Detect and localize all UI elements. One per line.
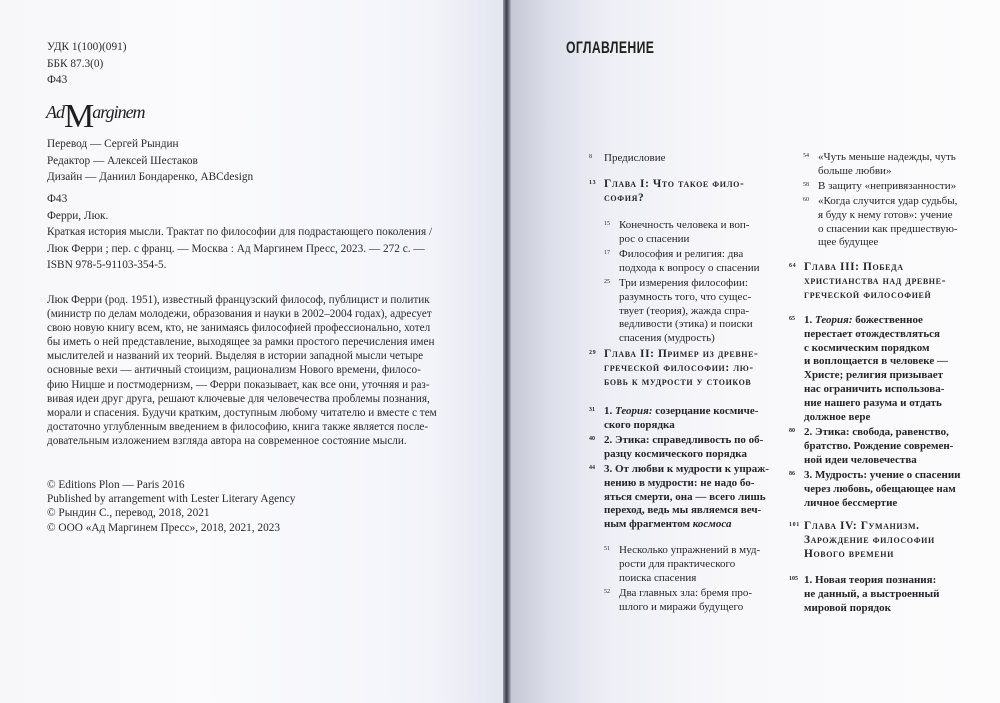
toc-page-number: 65 <box>789 316 795 322</box>
toc-entry-line <box>804 469 961 483</box>
toc-entry-line <box>604 192 744 206</box>
toc-entry-line <box>604 477 769 491</box>
toc-text: В защиту «непривязанности» <box>818 180 957 192</box>
toc-page-number: 60 <box>803 197 809 203</box>
toc-entry <box>604 544 761 585</box>
toc-text: созерцание космиче- <box>652 405 759 417</box>
toc-page-number: 31 <box>589 407 595 413</box>
toc-text: о спасении как предшествую- <box>818 222 958 235</box>
bib-line: Ф43 <box>47 193 68 205</box>
toc-page-number: 54 <box>803 153 809 159</box>
toc-entry-line <box>619 572 760 586</box>
toc-page-number: 13 <box>589 180 597 186</box>
toc-text: ным фрагментом <box>604 518 693 531</box>
toc-text: нас ограничить использова- <box>804 382 945 395</box>
credit-translator: Перевод — Сергей Рындин <box>47 138 179 150</box>
toc-entry-line <box>604 376 758 390</box>
annotation-line: морали и спасения. Будучи кратким, доступным любому читателю и вместе с тем <box>47 406 437 419</box>
toc-entry <box>789 574 940 615</box>
annotation-line: довательным изложением взгляда автора на современное состояние мысли. <box>47 434 407 447</box>
copyright-line: © ООО «Ад Маргинем Пресс», 2018, 2021, 2023 <box>47 521 281 534</box>
toc-text: 2. Этика: свобода, равенство, <box>804 426 949 438</box>
toc-entry-line <box>619 219 749 233</box>
copyright-line: © Editions Plon — Paris 2016 <box>47 479 185 491</box>
toc-text: 3. Мудрость: учение о спасении <box>804 469 961 481</box>
toc-entry-line <box>804 534 935 548</box>
toc-text: Христе; религия призывает <box>804 369 944 382</box>
toc-entry-line <box>804 289 946 303</box>
toc-entry <box>803 151 956 179</box>
toc-text: Два главных зла: бремя про- <box>619 587 753 599</box>
toc-page-number: 105 <box>789 576 798 582</box>
toc-entry <box>789 426 954 467</box>
toc-text: Предисловие <box>604 152 666 164</box>
credit-editor: Редактор — Алексей Шестаков <box>47 154 198 167</box>
toc-text: не данный, а выстроенный <box>804 587 940 600</box>
toc-page-number: 15 <box>604 221 610 227</box>
toc-text: божественное <box>852 314 923 326</box>
toc-page-number: 52 <box>604 589 610 595</box>
toc-text: шлого и миражи будущего <box>619 600 744 613</box>
toc-entry <box>789 520 935 561</box>
toc-text: Конечность человека и воп- <box>619 219 750 231</box>
annotation-line: мыслителей и названий их теорий. Выделяя в истории западной мысли четыре <box>47 350 424 363</box>
annotation-line: Люк Ферри (род. 1951), известный французский философ, публицист и политик <box>47 294 430 306</box>
toc-entry-line <box>818 209 958 223</box>
toc-entry <box>789 261 946 302</box>
toc-text: братство. Рождение современ- <box>804 439 954 452</box>
toc-text: я буду к нему готов»: учение <box>818 208 953 221</box>
toc-text: Философия и религия: два <box>619 248 744 260</box>
toc-entry-line <box>804 440 953 454</box>
toc-entry-line <box>619 558 760 572</box>
toc-entry-line <box>804 314 948 328</box>
logo-part: arginem <box>92 102 145 122</box>
toc-text: перестает отождествляться <box>804 327 940 340</box>
credit-design: Дизайн — Даниил Бондаренко, ABCdesign <box>47 171 254 184</box>
toc-text: с космическим порядком <box>804 341 930 354</box>
annotation-line: достаточно углубленным введением в философию, книга также является после- <box>47 420 429 433</box>
toc-entry-line <box>619 544 760 558</box>
toc-text: 1. <box>804 314 815 326</box>
toc-entry-line <box>818 223 958 237</box>
toc-entry-line <box>604 419 758 433</box>
toc-entry-line <box>804 275 946 289</box>
toc-text: щее будущее <box>818 236 879 249</box>
toc-text: нению в мудрости: не надо бо- <box>604 476 755 489</box>
udk-code: УДК 1(100)(091) <box>47 41 127 53</box>
toc-entry-line <box>804 574 939 588</box>
toc-text: ной идеи человечества <box>804 453 917 466</box>
toc-entry-line <box>804 411 948 425</box>
toc-text: Зарождение философии <box>804 533 935 546</box>
toc-title: ОГЛАВЛЕНИЕ <box>566 38 655 57</box>
toc-page-number: 58 <box>803 182 809 188</box>
toc-text: ведливости (этика) и поиски <box>619 318 753 331</box>
toc-entry <box>604 587 753 615</box>
toc-entry-line <box>818 151 956 165</box>
toc-entry <box>789 314 948 424</box>
toc-entry-line <box>804 355 948 369</box>
toc-text: разцу космического порядка <box>604 447 747 460</box>
toc-entry-line <box>619 262 759 276</box>
toc-entry-line <box>604 405 758 419</box>
publisher-logo <box>46 94 145 135</box>
toc-entry-line <box>619 248 759 262</box>
copyright-block <box>47 478 295 535</box>
toc-text: Теория: <box>815 314 853 326</box>
toc-entry-line <box>804 483 961 497</box>
annotation-line: свою новую книгу всем, кто, не занимаясь философией профессионально, хотел <box>47 322 431 335</box>
toc-text: поиска спасения <box>619 571 697 584</box>
toc-text: христианства над древне- <box>804 274 946 287</box>
toc-text: и воплощается в человеке — <box>804 355 948 368</box>
annotation-line: основные вехи — античный стоицизм, рационализм Нового времени, филосо- <box>47 364 421 377</box>
toc-text: Три измерения философии: <box>619 277 748 289</box>
toc-entry-line <box>804 342 948 356</box>
toc-text: Теория: <box>615 405 653 417</box>
toc-entry-line <box>604 448 763 462</box>
toc-text: Глава I: Что такое фило- <box>604 178 745 190</box>
toc-entry-line <box>604 178 744 192</box>
toc-text: ского порядка <box>604 418 675 431</box>
toc-text: Глава IV: Гуманизм. <box>804 520 920 532</box>
toc-entry-line <box>804 588 939 602</box>
toc-entry-line <box>619 291 753 305</box>
toc-text: яться смерти, она — всего лишь <box>604 490 766 503</box>
toc-text: греческой философией <box>804 288 932 301</box>
toc-entry <box>803 180 957 194</box>
toc-page-number: 51 <box>604 546 610 552</box>
annotation-line: фию Ницше и постмодернизм, — Ферри показывает, как все они, уточняя и раз- <box>47 378 430 391</box>
toc-entry <box>589 434 764 462</box>
toc-text: «Когда случится удар судьбы, <box>818 195 958 207</box>
classification-codes <box>47 39 127 89</box>
annotation-paragraph <box>47 293 437 448</box>
toc-text: греческой философии: лю- <box>604 361 754 374</box>
toc-entry-line <box>804 602 939 616</box>
bib-line: ISBN 978-5-91103-354-5. <box>47 259 167 272</box>
toc-entry-line <box>619 318 753 332</box>
toc-entry-line <box>604 518 769 532</box>
toc-text: Глава II: Пример из древне- <box>604 348 759 360</box>
toc-entry-line <box>804 369 948 383</box>
toc-entry-line <box>619 305 753 319</box>
toc-entry <box>604 248 760 276</box>
toc-page-number: 17 <box>604 250 610 256</box>
toc-entry-line <box>804 548 935 562</box>
toc-text: 3. От любви к мудрости к упраж- <box>604 463 769 475</box>
toc-text: подхода к вопросу о спасении <box>619 261 760 274</box>
toc-page-number: 44 <box>589 465 595 471</box>
toc-page-number: 86 <box>789 471 795 477</box>
toc-entry <box>589 152 666 166</box>
logo-part: Ad <box>46 102 64 122</box>
toc-entry-line <box>804 397 948 411</box>
toc-entry-line <box>604 463 769 477</box>
toc-text: «Чуть меньше надежды, чуть <box>818 151 956 163</box>
toc-entry-line <box>804 497 961 511</box>
toc-entry-line <box>619 332 753 346</box>
annotation-line: бы иметь о ней представление, выходящее за рамки простого перечисления имен <box>47 336 435 349</box>
toc-text: 1. Новая теория познания: <box>804 574 937 586</box>
toc-text: рости для практического <box>619 557 736 570</box>
bib-line: Краткая история мысли. Трактат по философии для подрастающего поколения / <box>47 226 433 239</box>
toc-text: рос о спасении <box>619 232 690 245</box>
bib-line: Ферри, Люк. <box>47 209 109 222</box>
toc-entry-line <box>804 328 948 342</box>
toc-text: переход, ведь мы являемся веч- <box>604 504 762 517</box>
toc-entry-line <box>619 277 753 291</box>
toc-page-number: 101 <box>789 522 800 528</box>
toc-text: Несколько упражнений в муд- <box>619 544 761 556</box>
toc-entry-line <box>619 233 749 247</box>
toc-text: разумность того, что сущес- <box>619 290 752 303</box>
toc-text: твует (теория), жажда спра- <box>619 304 750 317</box>
toc-entry-line <box>619 601 752 615</box>
copyright-line: © Рындин С., перевод, 2018, 2021 <box>47 507 210 520</box>
toc-page-number: 40 <box>589 436 595 442</box>
toc-page-number: 29 <box>589 350 597 356</box>
toc-text: ние нашего разума и отдать <box>804 396 942 409</box>
toc-text: личное бессмертие <box>804 496 898 509</box>
toc-text: Нового времени <box>804 547 894 560</box>
toc-text: больше любви» <box>818 164 892 177</box>
toc-page-number: 25 <box>604 279 610 285</box>
toc-page-number: 8 <box>589 154 592 160</box>
toc-entry <box>604 219 750 247</box>
toc-entry-line <box>804 426 953 440</box>
toc-text: 1. <box>604 405 615 417</box>
annotation-line: (министр по делам молодежи, образования и науки в 2002–2004 годах), адресует <box>47 308 432 321</box>
toc-text: спасения (мудрость) <box>619 332 715 345</box>
toc-entry <box>589 348 759 389</box>
credits <box>47 136 253 186</box>
bibliographic-record <box>47 191 432 274</box>
toc-text: космоса <box>692 518 732 531</box>
toc-entry <box>589 463 769 532</box>
toc-page-number: 64 <box>789 263 797 269</box>
toc-entry <box>789 469 961 510</box>
toc-entry-line <box>818 180 956 194</box>
toc-entry-line <box>604 434 763 448</box>
toc-entry-line <box>804 520 935 534</box>
toc-entry-line <box>604 491 769 505</box>
book-gutter <box>503 0 511 703</box>
toc-entry-line <box>818 165 956 179</box>
bib-line: Люк Ферри ; пер. с франц. — Москва : Ад Маргинем Пресс, 2023. — 272 с. — <box>47 242 425 255</box>
toc-text: софия? <box>604 191 645 204</box>
toc-entry-line <box>604 504 769 518</box>
toc-entry-line <box>818 236 958 250</box>
toc-text: 2. Этика: справедливость по об- <box>604 434 764 446</box>
toc-page-number: 80 <box>789 428 795 434</box>
toc-entry-line <box>804 383 948 397</box>
toc-entry <box>803 195 958 250</box>
toc-text: через любовь, обещающее нам <box>804 482 956 495</box>
author-sign: Ф43 <box>47 74 68 87</box>
toc-text: бовь к мудрости у стоиков <box>604 375 752 388</box>
toc-entry-line <box>804 261 946 275</box>
logo-part: M <box>64 98 93 135</box>
toc-text: мировой порядок <box>804 601 891 614</box>
toc-entry-line <box>604 348 758 362</box>
toc-text: должное вере <box>804 410 871 423</box>
toc-entry-line <box>818 195 958 209</box>
toc-text: Глава III: Победа <box>804 261 904 273</box>
toc-entry <box>589 405 759 433</box>
toc-entry-line <box>804 454 953 468</box>
toc-entry <box>589 178 745 206</box>
toc-entry <box>604 277 753 346</box>
toc-entry-line <box>604 362 758 376</box>
toc-entry-line <box>604 152 666 166</box>
copyright-line: Published by arrangement with Lester Literary Agency <box>47 493 296 506</box>
annotation-line: вивая идеи друг друга, решают ключевые для человечества проблемы познания, <box>47 392 430 405</box>
toc-entry-line <box>619 587 752 601</box>
bbk-code: ББК 87.3(0) <box>47 57 104 70</box>
